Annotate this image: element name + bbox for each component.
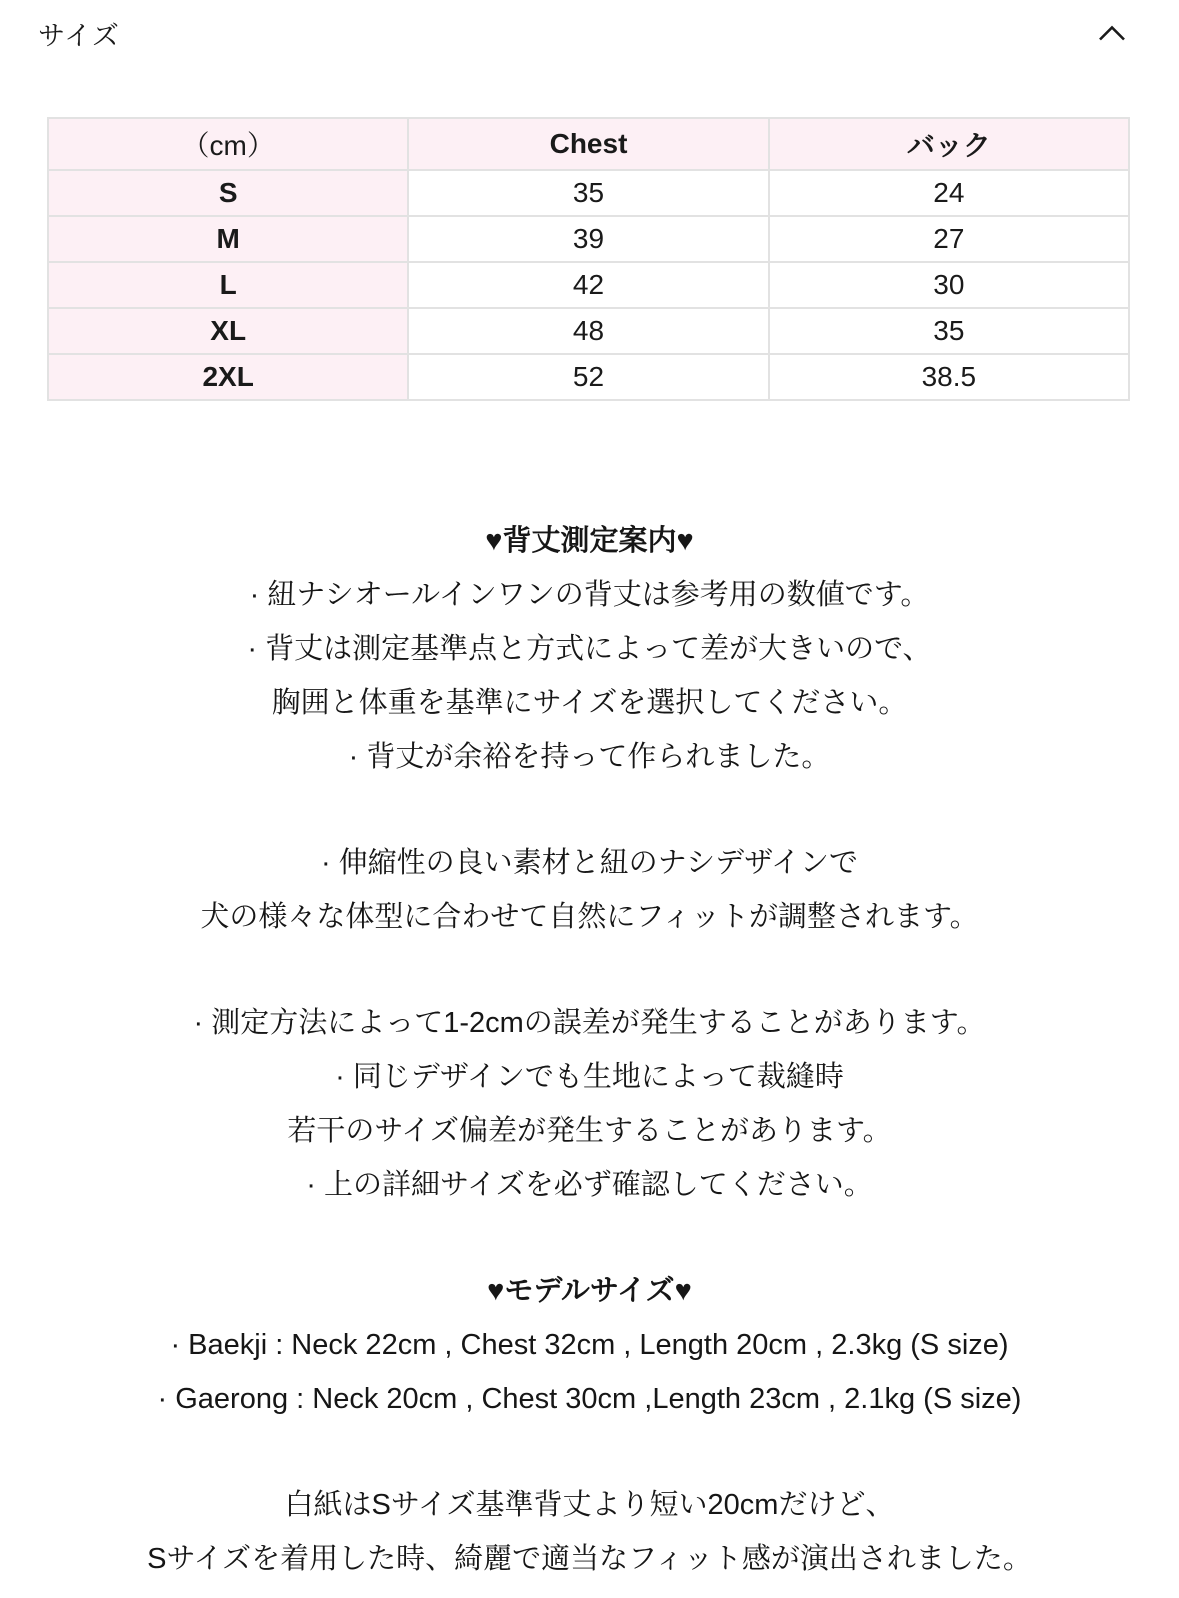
size-label: 2XL — [48, 354, 408, 400]
section-title: サイズ — [38, 20, 120, 51]
table-row — [48, 354, 1129, 400]
tolerance-block — [0, 996, 1179, 1212]
note-line: 若干のサイズ偏差が発生することがあります。 — [287, 1115, 892, 1147]
measurement-guide-heading: ♥背丈測定案内♥ — [485, 525, 694, 557]
back-value: 38.5 — [769, 354, 1129, 400]
chest-value: 52 — [408, 354, 768, 400]
back-value: 24 — [769, 170, 1129, 216]
size-table-header-chest: Chest — [408, 118, 768, 170]
note-line: · 背丈は測定基準点と方式によって差が大きいので、 — [247, 633, 932, 665]
fit-summary-block — [0, 1478, 1179, 1586]
table-row — [48, 262, 1129, 308]
note-line: · 上の詳細サイズを必ず確認してください。 — [306, 1169, 873, 1201]
size-label: XL — [48, 308, 408, 354]
size-accordion-header[interactable] — [0, 0, 1179, 50]
note-line: · Gaerong : Neck 20cm , Chest 30cm ,Length 23cm , 2.1kg (S size) — [157, 1383, 1022, 1415]
size-label: S — [48, 170, 408, 216]
note-line: · 測定方法によって1-2cmの誤差が発生することがあります。 — [193, 1007, 986, 1039]
size-label: M — [48, 216, 408, 262]
size-notes — [0, 514, 1179, 1586]
chevron-up-icon[interactable] — [1097, 23, 1127, 43]
model-size-block — [0, 1264, 1179, 1426]
size-table-header-unit: （cm） — [48, 118, 408, 170]
stretch-fit-block — [0, 836, 1179, 944]
note-line: · 伸縮性の良い素材と紐のナシデザインで — [320, 847, 859, 879]
back-value: 27 — [769, 216, 1129, 262]
back-value: 30 — [769, 262, 1129, 308]
chest-value: 35 — [408, 170, 768, 216]
size-table-header-row — [48, 118, 1129, 170]
table-row — [48, 308, 1129, 354]
size-label: L — [48, 262, 408, 308]
note-line: Sサイズを着用した時、綺麗で適当なフィット感が演出されました。 — [147, 1543, 1032, 1575]
size-table — [47, 117, 1130, 401]
table-row — [48, 216, 1129, 262]
model-size-heading: ♥モデルサイズ♥ — [487, 1275, 692, 1307]
note-line: 犬の様々な体型に合わせて自然にフィットが調整されます。 — [200, 901, 979, 933]
back-value: 35 — [769, 308, 1129, 354]
note-line: · 紐ナシオールインワンの背丈は参考用の数値です。 — [249, 579, 930, 611]
note-line: 胸囲と体重を基準にサイズを選択してください。 — [271, 687, 908, 719]
measurement-guide-block — [0, 514, 1179, 784]
note-line: · Baekji : Neck 22cm , Chest 32cm , Length 20cm , 2.3kg (S size) — [170, 1329, 1009, 1361]
chest-value: 48 — [408, 308, 768, 354]
chest-value: 42 — [408, 262, 768, 308]
chest-value: 39 — [408, 216, 768, 262]
note-line: 白紙はSサイズ基準背丈より短い20cmだけど、 — [284, 1489, 895, 1521]
table-row — [48, 170, 1129, 216]
note-line: · 同じデザインでも生地によって裁縫時 — [335, 1061, 844, 1093]
note-line: · 背丈が余裕を持って作られました。 — [348, 741, 831, 773]
size-table-header-back: バック — [769, 118, 1129, 170]
